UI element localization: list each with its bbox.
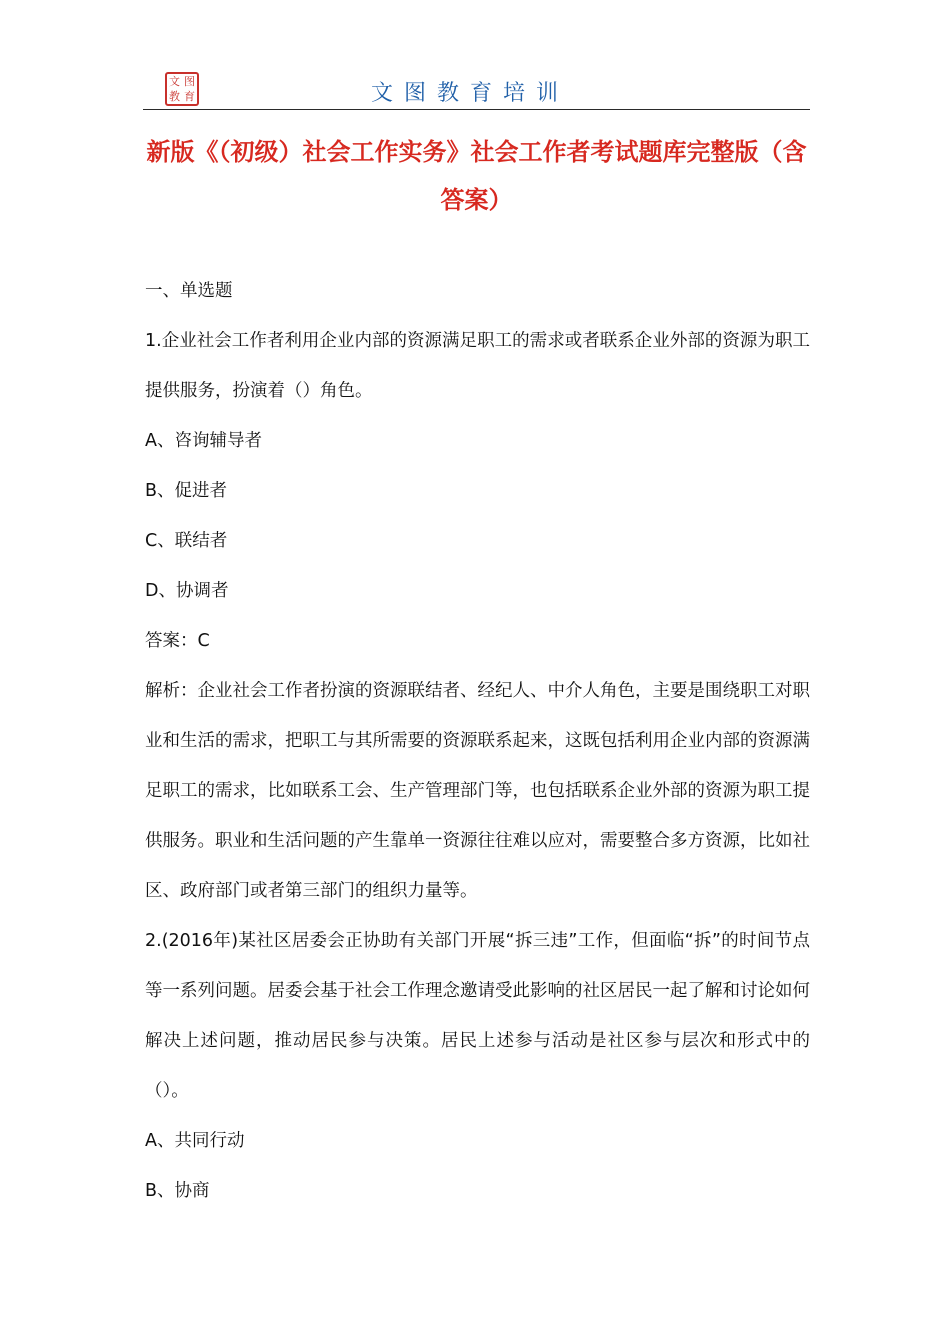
option-c: C、联结者: [145, 531, 228, 551]
document-title: 新版《（初级）社会工作实务》社会工作者考试题库完整版（含答案）: [146, 138, 807, 214]
header-divider: [143, 109, 810, 110]
logo-char: 教: [169, 90, 180, 103]
document-body: [145, 266, 810, 1216]
logo-char: 育: [184, 90, 195, 103]
question-stem: 2.(2016年)某社区居委会正协助有关部门开展“拆三违”工作，但面临“拆”的时间节点等一系列问题。居委会基于社会工作理念邀请受此影响的社区居民一起了解和讨论如何解决上述问题，推动居民参与决策。居民上述参与活动是社区参与层次和形式中的（）。: [145, 931, 810, 1101]
question-stem: 1.企业社会工作者利用企业内部的资源满足职工的需求或者联系企业外部的资源为职工提供服务，扮演着（）角色。: [145, 331, 810, 401]
answer-line: 答案：C: [145, 631, 210, 651]
header-title: 文图教育培训: [371, 81, 570, 106]
option-d: D、协调者: [145, 581, 229, 601]
section-heading: 一、单选题: [145, 281, 233, 301]
logo-seal: [165, 72, 199, 106]
option-b: B、促进者: [145, 481, 228, 501]
analysis-text: 解析：企业社会工作者扮演的资源联结者、经纪人、中介人角色，主要是围绕职工对职业和生活的需求，把职工与其所需要的资源联系起来，这既包括利用企业内部的资源满足职工的需求，比如联系工会、生产管理部门等，也包括联系企业外部的资源为职工提供服务。职业和生活问题的产生靠单一资源往往难以应对，需要整合多方资源，比如社区、政府部门或者第三部门的组织力量等。: [145, 681, 810, 901]
option-b: B、协商: [145, 1181, 210, 1201]
logo-char: 文: [169, 75, 180, 88]
logo-char: 图: [184, 75, 195, 88]
page-header: [143, 70, 810, 110]
option-a: A、共同行动: [145, 1131, 245, 1151]
option-a: A、咨询辅导者: [145, 431, 262, 451]
